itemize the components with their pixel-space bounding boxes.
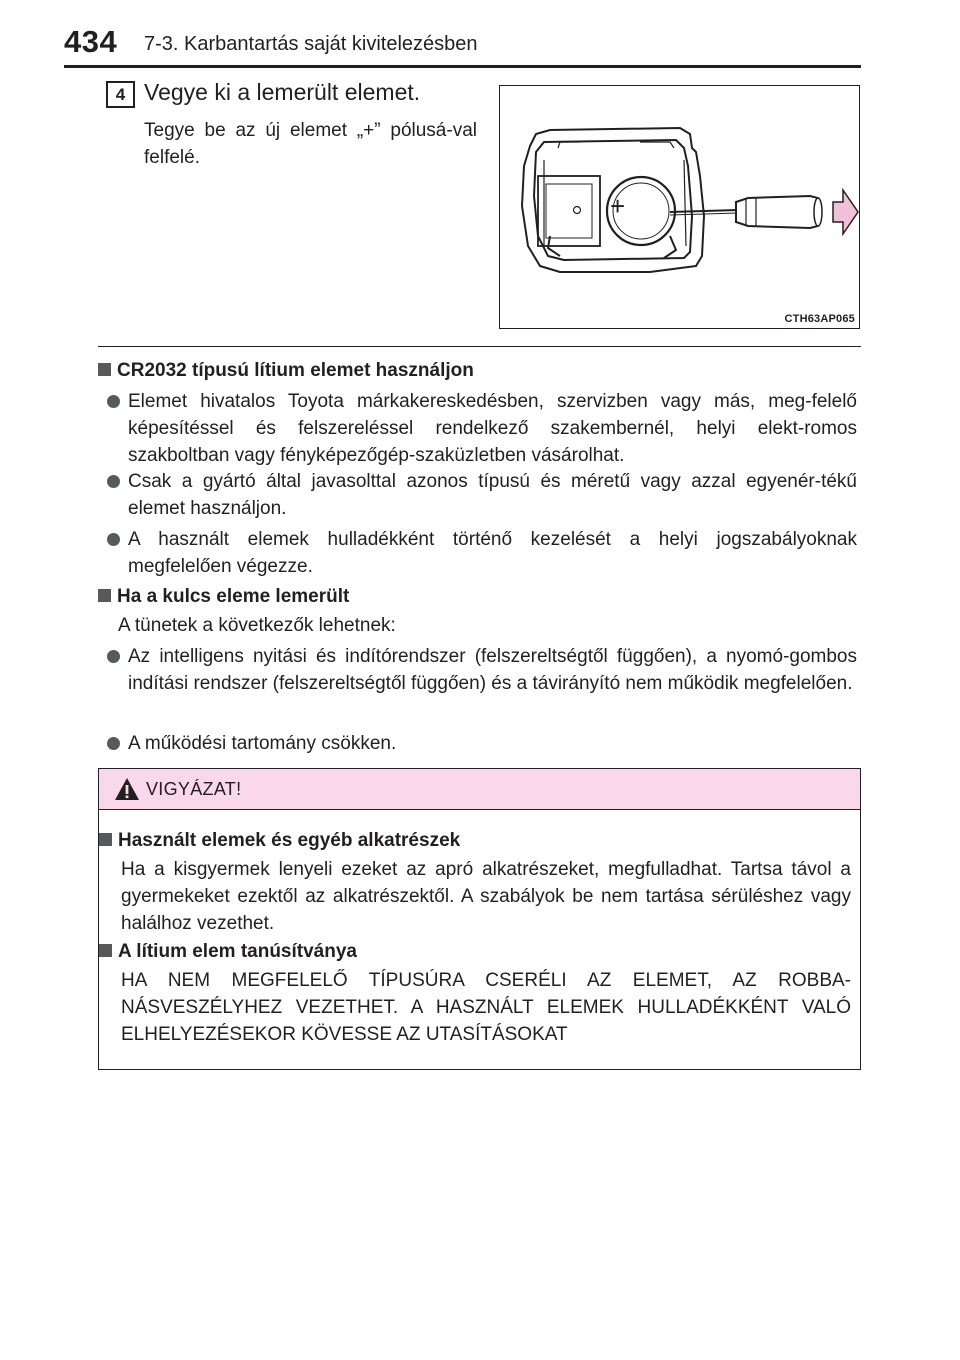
bullet-icon — [107, 737, 120, 750]
step-number-badge: 4 — [106, 81, 135, 108]
list-item-text: A működési tartomány csökken. — [128, 733, 397, 754]
step-instruction: Tegye be az új elemet „+” pólusá-val felfelé. — [144, 120, 477, 168]
warning-heading-text: Használt elemek és egyéb alkatrészek — [118, 830, 461, 851]
square-bullet-icon — [98, 363, 111, 376]
section-divider — [98, 346, 861, 347]
list-item — [107, 526, 857, 580]
square-bullet-icon — [98, 589, 111, 602]
figure-code: CTH63AP065 — [784, 313, 855, 325]
bullet-icon — [107, 395, 120, 408]
bullet-icon — [107, 475, 120, 488]
section-heading-text: Ha a kulcs eleme lemerült — [117, 586, 350, 607]
list-item-text: Csak a gyártó által javasolttal azonos típusú és méretű vagy azzal egyenér-tékű elemet használjon. — [128, 471, 857, 519]
list-item-text: Elemet hivatalos Toyota márkakereskedésben, szervizben vagy más, meg-felelő képesítéssel és felszereléssel rendelkező szakembernél, helyi elekt-romos szakboltban vagy fényképezőgép-szaküzletben vásárolhat. — [128, 391, 857, 466]
square-bullet-icon — [99, 833, 112, 846]
warning-header — [99, 769, 860, 810]
warning-label: VIGYÁZAT! — [146, 779, 242, 799]
section-heading-dead-battery — [98, 586, 349, 608]
key-fob-illustration — [500, 86, 861, 330]
symptoms-intro: A tünetek a következők lehetnek: — [118, 615, 396, 636]
battery-removal-figure — [499, 85, 860, 329]
list-item — [107, 730, 857, 757]
header-rule — [64, 65, 861, 68]
list-item — [107, 643, 857, 697]
list-item-text: Az intelligens nyitási és indítórendszer (felszereltségtől függően), a nyomó-gombos indítási rendszer (felszereltségtől függően) és a távirányító nem működik megfelelően. — [128, 646, 857, 694]
list-item — [107, 388, 857, 469]
battery-plus-sign: + — [610, 191, 626, 221]
section-heading-battery-type — [98, 360, 474, 382]
warning-heading-used-batteries — [99, 830, 460, 852]
warning-triangle-icon — [114, 777, 140, 801]
section-title: 7-3. Karbantartás saját kivitelezésben — [144, 33, 478, 55]
warning-heading-text: A lítium elem tanúsítványa — [118, 941, 357, 962]
page-number: 434 — [64, 24, 118, 59]
list-item-text: A használt elemek hulladékként történő kezelését a helyi jogszabályoknak megfelelően végezze. — [128, 529, 857, 577]
section-heading-text: CR2032 típusú lítium elemet használjon — [117, 360, 474, 381]
bullet-icon — [107, 650, 120, 663]
list-item — [107, 468, 857, 522]
bullet-icon — [107, 533, 120, 546]
warning-box — [98, 768, 861, 1070]
square-bullet-icon — [99, 944, 112, 957]
warning-heading-lithium-cert — [99, 941, 357, 963]
warning-text: Ha a kisgyermek lenyeli ezeket az apró alkatrészeket, megfulladhat. Tartsa távol a gyermekeket ezektől az alkatrészektől. A szabályok be nem tartása sérüléshez vagy halálhoz vezethet. — [121, 859, 851, 934]
warning-text: HA NEM MEGFELELŐ TÍPUSÚRA CSERÉLI AZ ELEMET, AZ ROBBA-NÁSVESZÉLYHEZ VEZETHET. A HASZNÁLT ELEMEK HULLADÉKKÉNT VALÓ ELHELYEZÉSEKOR KÖVESSE AZ UTASÍTÁSOKAT — [121, 970, 851, 1045]
step-title: Vegye ki a lemerült elemet. — [144, 79, 421, 105]
